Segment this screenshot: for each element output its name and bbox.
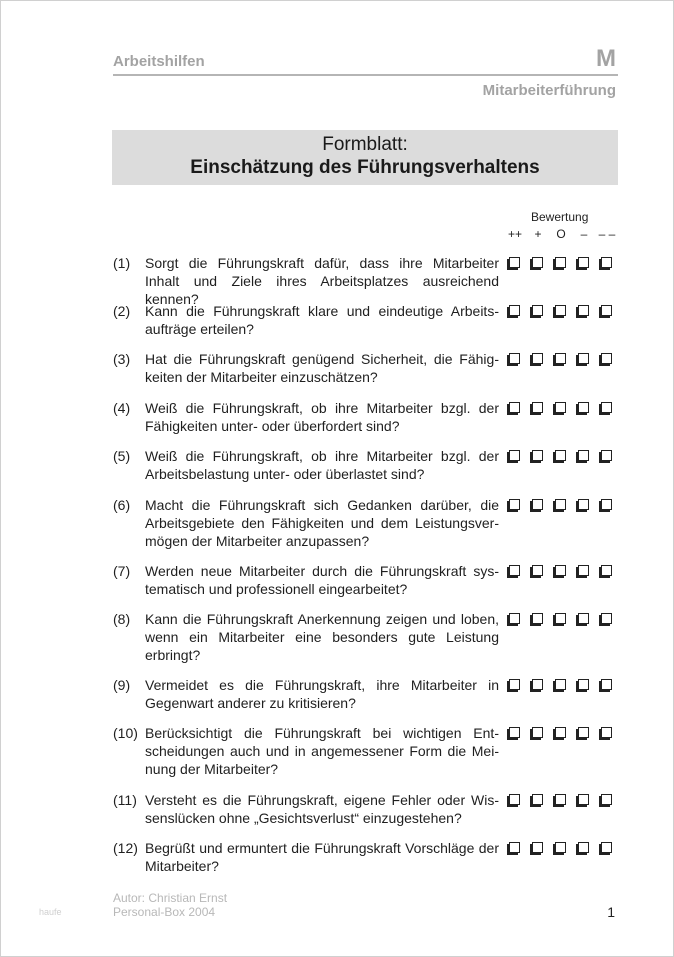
checkbox-poor[interactable]: [578, 679, 589, 690]
checkbox-very-poor[interactable]: [601, 257, 612, 268]
question-text: Weiß die Führungskraft, ob ihre Mitarbeiter bzgl. der Arbeitsbelastung unter- oder überlastet sind?: [145, 448, 499, 482]
question-number: (1): [113, 255, 131, 271]
scale-neutral: O: [556, 227, 566, 241]
checkbox-very-poor[interactable]: [601, 679, 612, 690]
checkbox-good[interactable]: [532, 450, 543, 461]
question-number: (2): [113, 303, 131, 319]
scale-poor: –: [580, 227, 588, 241]
checkbox-good[interactable]: [532, 727, 543, 738]
checkbox-very-good[interactable]: [509, 794, 520, 805]
scale-good: +: [534, 227, 542, 241]
page-title: Einschätzung des Führungsverhaltens: [190, 157, 540, 178]
header-section: Arbeitshilfen: [113, 53, 205, 70]
checkbox-good[interactable]: [532, 613, 543, 624]
question-number: (10): [113, 725, 138, 741]
checkbox-very-good[interactable]: [509, 353, 520, 364]
checkbox-very-poor[interactable]: [601, 794, 612, 805]
question-text: Versteht es die Führungskraft, eigene Fehler oder Wissenslücken ohne „Gesichtsverlust“ einzugestehen?: [145, 792, 499, 826]
checkbox-very-good[interactable]: [509, 613, 520, 624]
checkbox-poor[interactable]: [578, 402, 589, 413]
rating-heading: Bewertung: [531, 210, 589, 224]
checkbox-very-poor[interactable]: [601, 353, 612, 364]
checkbox-poor[interactable]: [578, 565, 589, 576]
checkbox-good[interactable]: [532, 565, 543, 576]
checkbox-neutral[interactable]: [555, 450, 566, 461]
checkbox-poor[interactable]: [578, 727, 589, 738]
checkbox-neutral[interactable]: [555, 679, 566, 690]
checkbox-good[interactable]: [532, 794, 543, 805]
header-topic: Mitarbeiterführung: [482, 82, 616, 99]
checkbox-good[interactable]: [532, 679, 543, 690]
checkbox-very-poor[interactable]: [601, 305, 612, 316]
checkbox-very-poor[interactable]: [601, 565, 612, 576]
checkbox-very-poor[interactable]: [601, 613, 612, 624]
question-number: (4): [113, 400, 131, 416]
checkbox-poor[interactable]: [578, 305, 589, 316]
checkbox-very-good[interactable]: [509, 499, 520, 510]
checkbox-poor[interactable]: [578, 613, 589, 624]
checkbox-poor[interactable]: [578, 794, 589, 805]
question-text: Macht die Führungskraft sich Gedanken darüber, die Arbeitsgebiete den Fähigkeiten und dem Leistungsvermögen der Mitarbeiter anzupassen?: [145, 497, 499, 549]
question-text: Vermeidet es die Führungskraft, ihre Mitarbeiter in Gegenwart anderer zu kritisieren?: [145, 677, 499, 711]
checkbox-neutral[interactable]: [555, 305, 566, 316]
checkbox-neutral[interactable]: [555, 842, 566, 853]
header-rule: [113, 74, 618, 76]
question-text: Begrüßt und ermuntert die Führungskraft Vorschläge der Mitarbeiter?: [145, 840, 499, 874]
question-text: Kann die Führungskraft Anerkennung zeigen und loben, wenn ein Mitarbeiter eine besonders gute Leistung erbringt?: [145, 611, 499, 663]
checkbox-very-good[interactable]: [509, 305, 520, 316]
question-text: Sorgt die Führungskraft dafür, dass ihre Mitarbeiter Inhalt und Ziele ihres Arbeitsplatzes ausreichend kennen?: [145, 255, 499, 307]
question-number: (9): [113, 677, 131, 693]
checkbox-neutral[interactable]: [555, 499, 566, 510]
checkbox-very-good[interactable]: [509, 257, 520, 268]
scale-very-good: ++: [507, 227, 522, 241]
checkbox-good[interactable]: [532, 353, 543, 364]
question-number: (5): [113, 448, 131, 464]
checkbox-very-poor[interactable]: [601, 450, 612, 461]
checkbox-good[interactable]: [532, 402, 543, 413]
header-letter: M: [596, 45, 616, 72]
checkbox-very-good[interactable]: [509, 842, 520, 853]
question-number: (8): [113, 611, 131, 627]
question-text: Werden neue Mitarbeiter durch die Führungskraft systematisch und professionell eingearbeitet?: [145, 563, 499, 597]
checkbox-poor[interactable]: [578, 257, 589, 268]
question-text: Berücksichtigt die Führungskraft bei wichtigen Entscheidungen auch und in angemessener Form die Meinung der Mitarbeiter?: [145, 725, 499, 777]
checkbox-very-good[interactable]: [509, 565, 520, 576]
checkbox-very-good[interactable]: [509, 450, 520, 461]
checkbox-very-good[interactable]: [509, 727, 520, 738]
checkbox-good[interactable]: [532, 257, 543, 268]
checkbox-good[interactable]: [532, 305, 543, 316]
question-number: (12): [113, 840, 138, 856]
page-number: 1: [607, 904, 615, 920]
checkbox-very-poor[interactable]: [601, 727, 612, 738]
checkbox-neutral[interactable]: [555, 794, 566, 805]
footer: [113, 891, 227, 919]
checkbox-neutral[interactable]: [555, 613, 566, 624]
question-text: Weiß die Führungskraft, ob ihre Mitarbeiter bzgl. der Fähigkeiten unter- oder überfordert sind?: [145, 400, 499, 434]
checkbox-very-poor[interactable]: [601, 842, 612, 853]
scale-very-poor: – –: [598, 227, 616, 241]
question-text: Kann die Führungskraft klare und eindeutige Arbeitsaufträge erteilen?: [145, 303, 499, 337]
checkbox-good[interactable]: [532, 499, 543, 510]
checkbox-very-poor[interactable]: [601, 499, 612, 510]
checkbox-neutral[interactable]: [555, 353, 566, 364]
question-text: Hat die Führungskraft genügend Sicherheit, die Fähigkeiten der Mitarbeiter einzuschätzen?: [145, 351, 499, 385]
checkbox-neutral[interactable]: [555, 402, 566, 413]
title-box: [112, 130, 618, 185]
question-number: (6): [113, 497, 131, 513]
checkbox-good[interactable]: [532, 842, 543, 853]
publisher-mark: haufe: [39, 907, 62, 917]
footer-box: Personal-Box 2004: [113, 905, 216, 919]
footer-author: Autor: Christian Ernst: [113, 891, 228, 905]
checkbox-poor[interactable]: [578, 842, 589, 853]
question-number: (11): [113, 792, 137, 808]
checkbox-poor[interactable]: [578, 450, 589, 461]
checkbox-neutral[interactable]: [555, 257, 566, 268]
checkbox-very-good[interactable]: [509, 402, 520, 413]
checkbox-neutral[interactable]: [555, 727, 566, 738]
checkbox-very-good[interactable]: [509, 679, 520, 690]
checkbox-poor[interactable]: [578, 353, 589, 364]
question-number: (3): [113, 351, 131, 367]
question-number: (7): [113, 563, 131, 579]
checkbox-very-poor[interactable]: [601, 402, 612, 413]
title-label: Formblatt:: [322, 134, 408, 155]
checkbox-neutral[interactable]: [555, 565, 566, 576]
checkbox-poor[interactable]: [578, 499, 589, 510]
